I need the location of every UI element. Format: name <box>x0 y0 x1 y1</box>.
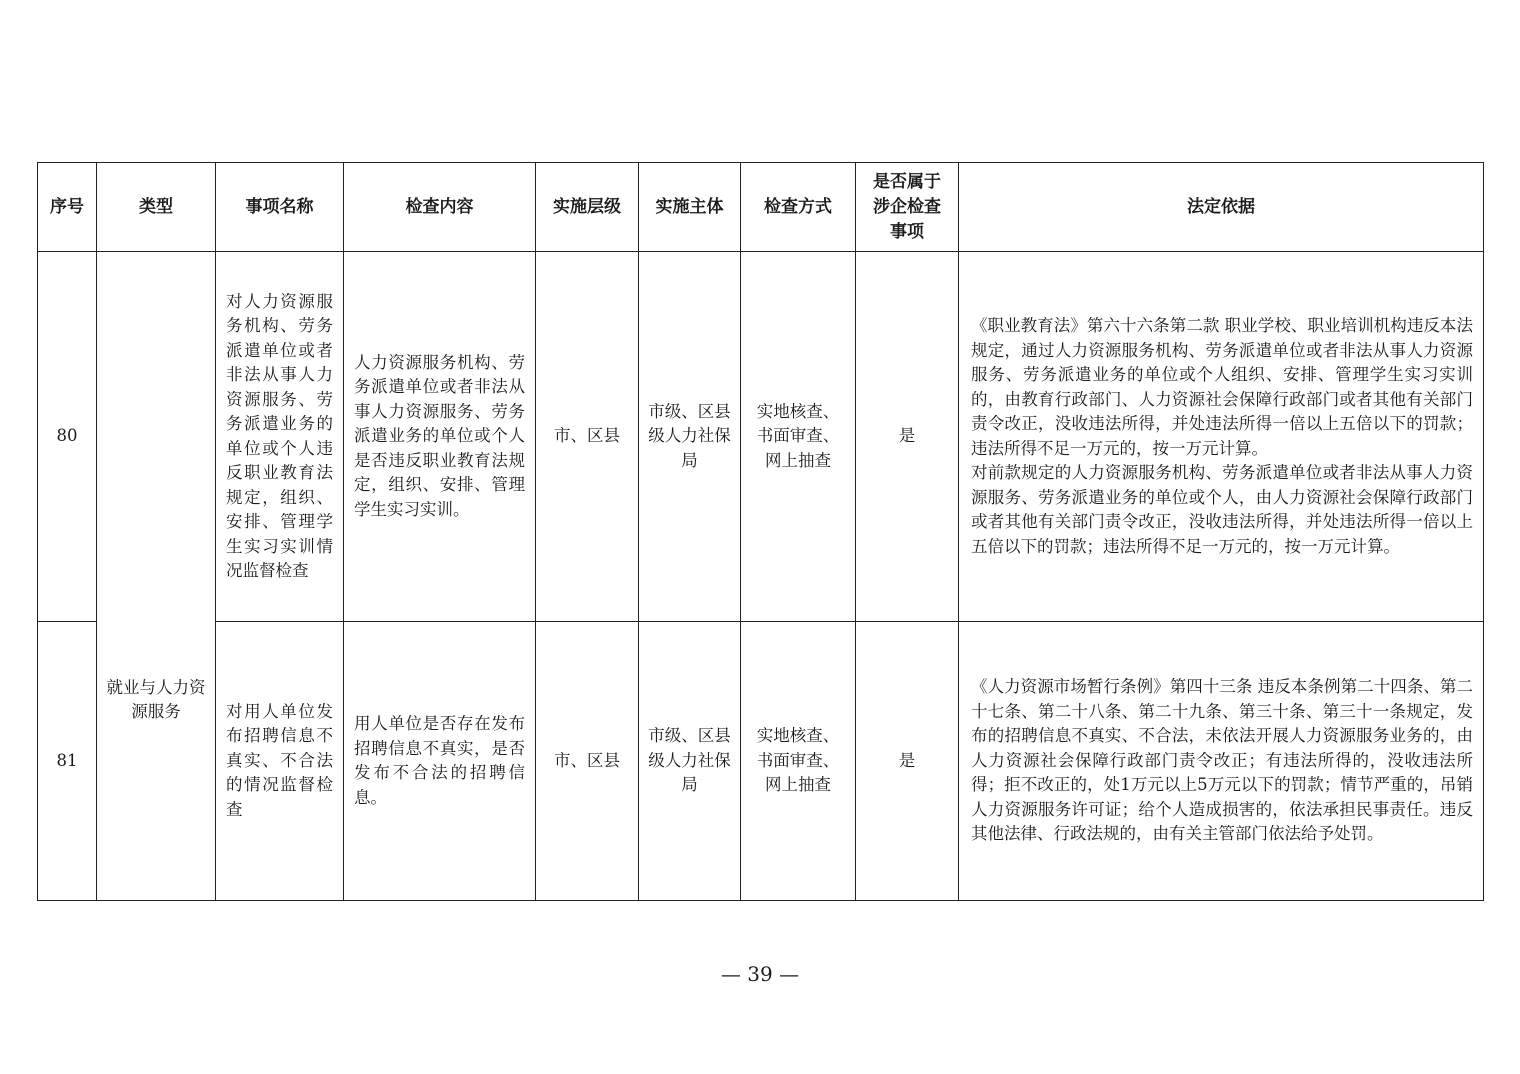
category-label: 就业与人力资源服务 <box>106 677 206 721</box>
row-item-name: 对人力资源服务机构、劳务派遣单位或者非法从事人力资源服务、劳务派遣业务的单位或个人违反职业教育法规定，组织、安排、管理学生实习实训情况监督检查 <box>216 252 344 622</box>
header-basis: 法定依据 <box>959 163 1484 252</box>
header-subject: 实施主体 <box>639 163 741 252</box>
page-number: — 39 — <box>720 962 800 986</box>
table-header <box>38 163 1484 252</box>
header-enterprise-cell <box>856 163 959 252</box>
row-enterprise: 是 <box>856 252 959 622</box>
row-method: 实地核查、书面审查、网上抽查 <box>741 252 856 622</box>
basis-paragraph: 《职业教育法》第六十六条第二款 职业学校、职业培训机构违反本法规定，通过人力资源服务机构、劳务派遣单位或者非法从事人力资源服务、劳务派遣业务的单位或个人组织、安排、管理学生实习实训的，由教育行政部门、人力资源社会保障行政部门或者其他有关部门责令改正，没收违法所得，并处违法所得一倍以上五倍以下的罚款；违法所得不足一万元的，按一万元计算。 <box>971 316 1473 458</box>
table-body <box>38 252 1484 901</box>
row-level: 市、区县 <box>536 622 639 901</box>
row-seq: 81 <box>38 622 97 901</box>
row-method: 实地核查、书面审查、网上抽查 <box>741 622 856 901</box>
header-item-name: 事项名称 <box>216 163 344 252</box>
row-subject: 市级、区县级人力社保局 <box>639 252 741 622</box>
table-row <box>38 252 1484 622</box>
basis-paragraph: 对前款规定的人力资源服务机构、劳务派遣单位或者非法从事人力资源服务、劳务派遣业务的单位或个人，由人力资源社会保障行政部门或者其他有关部门责令改正，没收违法所得，并处违法所得一倍以上五倍以下的罚款；违法所得不足一万元的，按一万元计算。 <box>971 463 1473 556</box>
header-row <box>38 163 1484 252</box>
basis-paragraph: 《人力资源市场暂行条例》第四十三条 违反本条例第二十四条、第二十七条、第二十八条、第二十九条、第三十条、第三十一条规定，发布的招聘信息不真实、不合法，未依法开展人力资源服务业务的，由人力资源社会保障行政部门责令改正；有违法所得的，没收违法所得；拒不改正的，处1万元以上5万元以下的罚款；情节严重的，吊销人力资源服务许可证；给个人造成损害的，依法承担民事责任。违反其他法律、行政法规的，由有关主管部门依法给予处罚。 <box>971 677 1473 844</box>
row-seq: 80 <box>38 252 97 622</box>
row-subject: 市级、区县级人力社保局 <box>639 622 741 901</box>
row-enterprise: 是 <box>856 622 959 901</box>
row-content: 人力资源服务机构、劳务派遣单位或者非法从事人力资源服务、劳务派遣业务的单位或个人是否违反职业教育法规定，组织、安排、管理学生实习实训。 <box>344 252 536 622</box>
category-cell <box>97 252 216 901</box>
header-method: 检查方式 <box>741 163 856 252</box>
inspection-items-table <box>37 162 1484 901</box>
row-content: 用人单位是否存在发布招聘信息不真实，是否发布不合法的招聘信息。 <box>344 622 536 901</box>
header-enterprise: 是否属于涉企检查事项 <box>873 171 941 242</box>
row-basis <box>959 622 1484 901</box>
row-basis <box>959 252 1484 622</box>
header-level: 实施层级 <box>536 163 639 252</box>
table-row <box>38 622 1484 901</box>
header-seq: 序号 <box>38 163 97 252</box>
row-level: 市、区县 <box>536 252 639 622</box>
header-type: 类型 <box>97 163 216 252</box>
row-item-name: 对用人单位发布招聘信息不真实、不合法的情况监督检查 <box>216 622 344 901</box>
header-content: 检查内容 <box>344 163 536 252</box>
